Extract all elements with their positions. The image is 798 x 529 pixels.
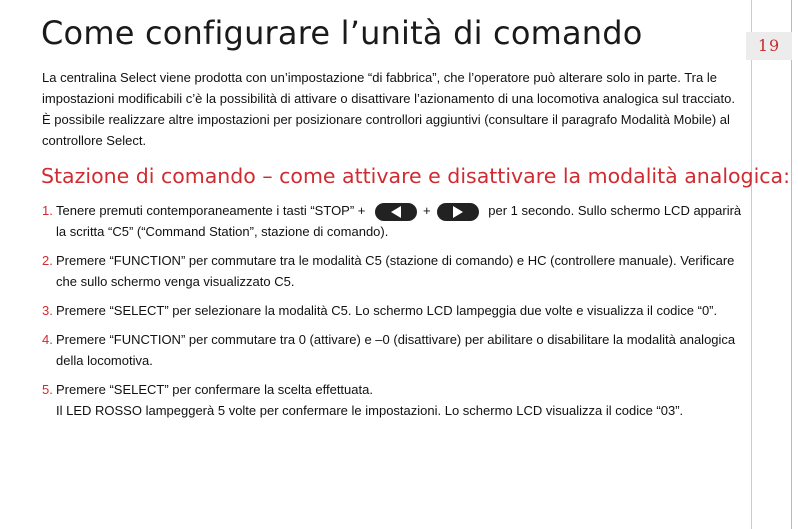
step-number: 1. (42, 203, 53, 218)
step-item (42, 250, 752, 292)
step-number: 3. (42, 303, 53, 318)
step-item (42, 379, 752, 421)
step-item (42, 329, 752, 371)
step-text: Premere “FUNCTION” per commutare tra 0 (attivare) e –0 (disattivare) per abilitare o disabilitare la modalità analogica della locomotiva. (56, 332, 736, 368)
page-title: Come configurare l’unità di comando (41, 14, 643, 52)
right-arrow-key-icon (437, 203, 479, 221)
steps-list (42, 200, 752, 429)
step-item (42, 200, 752, 242)
step-text: Premere “FUNCTION” per commutare tra le modalità C5 (stazione di comando) e HC (controllere manuale). Verificare che sullo schermo venga visualizzato C5. (56, 253, 735, 289)
step-number: 5. (42, 382, 53, 397)
step-number: 2. (42, 253, 53, 268)
left-arrow-key-icon (375, 203, 417, 221)
step-text: Premere “SELECT” per confermare la scelta effettuata. (56, 382, 373, 397)
intro-paragraph: La centralina Select viene prodotta con un’impostazione “di fabbrica”, che l’operatore può alterare solo in parte. Tra le impostazioni modificabili c’è la possibilità di attivare o disattivare l’azionamento di una locomotiva analogica sul tracciato. È possibile realizzare altre impostazioni per posizionare controllori aggiuntivi (consultare il paragrafo Modalità Mobile) al controllore Select. (42, 70, 735, 148)
step-number: 4. (42, 332, 53, 347)
step-text: Tenere premuti contemporaneamente i tasti “STOP” + (56, 203, 366, 218)
step-text-second-line: Il LED ROSSO lampeggerà 5 volte per confermare le impostazioni. Lo schermo LCD visualizza il codice “03”. (56, 403, 684, 418)
plus-sign: + (423, 203, 431, 218)
step-text: Premere “SELECT” per selezionare la modalità C5. Lo schermo LCD lampeggia due volte e visualizza il codice “0”. (56, 303, 718, 318)
step-item (42, 300, 752, 321)
step-text-continued: per 1 secondo. Sullo schermo LCD apparirà la scritta “C5” (“Command Station”, stazione di comando). (56, 203, 742, 239)
page-number-tab: 19 (746, 32, 792, 60)
section-subtitle: Stazione di comando – come attivare e disattivare la modalità analogica: (41, 164, 791, 188)
